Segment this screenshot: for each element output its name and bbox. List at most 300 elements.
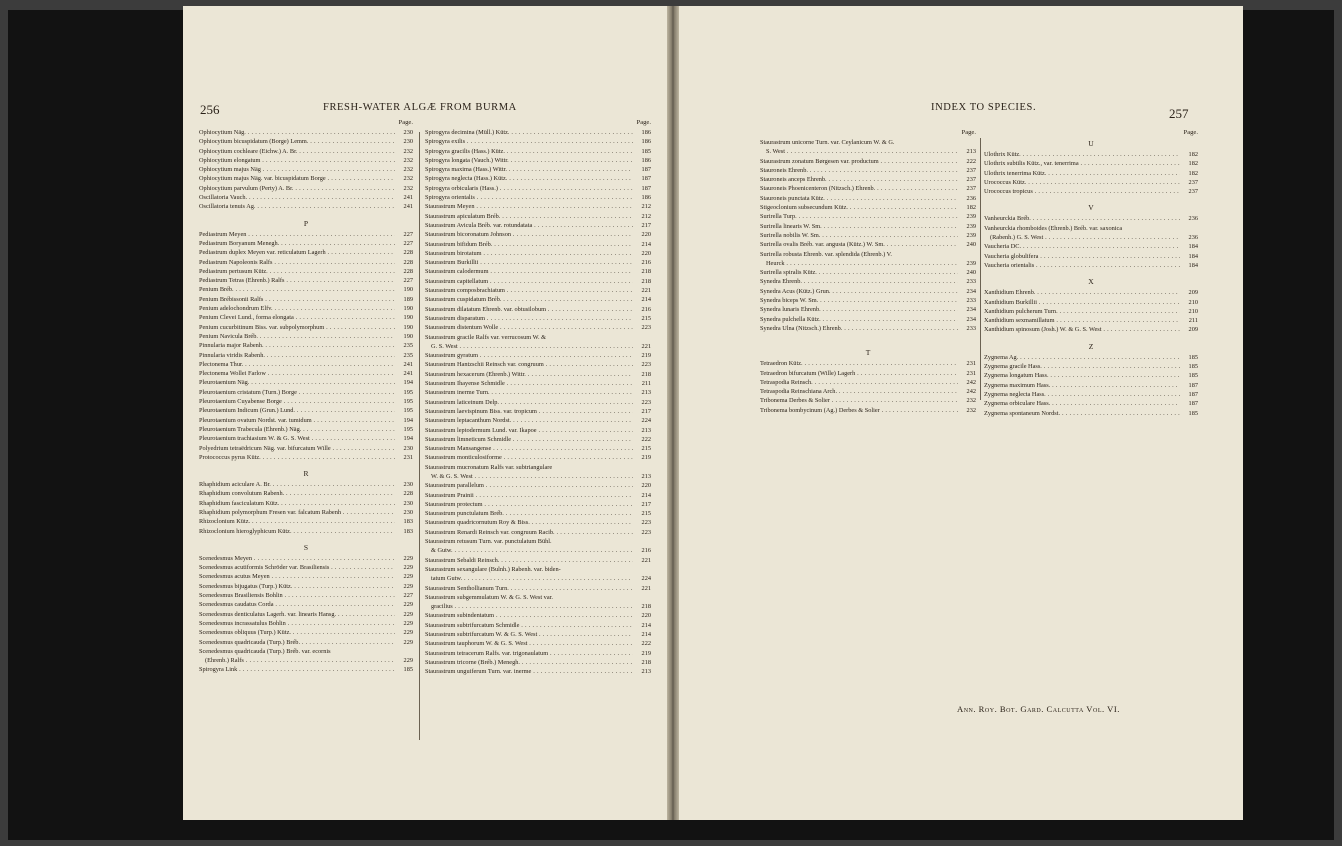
index-entry [199, 499, 413, 508]
entry-page: 219 [641, 649, 651, 657]
entry-text: Surirella Turp. . . . [760, 212, 958, 221]
index-entry [984, 298, 1198, 307]
index-entry [425, 649, 651, 658]
entry-text: Tetraspodia Reinsch. . . . [760, 378, 958, 387]
entry-text: Xanthidium spinosum (Josh.) W. & G. S. West . . . [984, 325, 1180, 334]
index-entry-continuation [425, 602, 651, 611]
entry-text: Staurastrum gyratum . . . [425, 351, 633, 360]
entry-page: 220 [641, 231, 651, 239]
index-entry [984, 353, 1198, 362]
entry-page: 182 [966, 204, 976, 212]
entry-text: Staurastrum Sebaldi Reinsch. . . . [425, 556, 633, 565]
entry-page: 209 [1188, 289, 1198, 297]
index-entry [425, 221, 651, 230]
entry-page: 232 [403, 147, 413, 155]
entry-text: Staurastrum birotatum . . . [425, 249, 633, 258]
entry-text: Zygnema neglecta Hass. . . . [984, 390, 1180, 399]
entry-text: Ophiocytium bicuspidatum (Borge) Lemm. . . . [199, 137, 395, 146]
index-entry [984, 159, 1198, 168]
entry-page: 237 [966, 166, 976, 174]
entry-page: 221 [641, 287, 651, 295]
index-entry [760, 175, 976, 184]
index-entry-wrapped: Scenedesmus quadricauda (Turp.) Bréb. var. ecornis [199, 647, 331, 655]
index-entry-wrapped: Staurastrum retusum Turn. var. punctulatum Bühl. [425, 538, 552, 546]
index-entry [425, 351, 651, 360]
entry-text: Staurastrum Prainii . . . [425, 491, 633, 500]
entry-page: 212 [641, 212, 651, 220]
entry-text: Penium Brébissonii Ralfs . . . [199, 295, 395, 304]
index-entry [199, 137, 413, 146]
entry-page: 241 [403, 370, 413, 378]
entry-text: Stauroneis Ehrenb. . . . [760, 166, 958, 175]
entry-page: 239 [966, 213, 976, 221]
entry-text: Rhaphidium convolutum Rabenh. . . . [199, 489, 395, 498]
entry-text: Scenedesmus acutiformis Schröder var. Brasiliensis . . . [199, 563, 395, 572]
entry-text: Staurastrum Renardi Reinsch var. congruum Racib. . . . [425, 528, 633, 537]
entry-text: Pleurotaenium Cuyabense Borge . . . [199, 397, 395, 406]
entry-text: Synedra lunaris Ehrenb. . . . [760, 305, 958, 314]
entry-page: 186 [641, 194, 651, 202]
index-entry [199, 313, 413, 322]
entry-page: 219 [641, 454, 651, 462]
entry-page: 213 [641, 389, 651, 397]
entry-text: Staurastrum calodermum . . . [425, 267, 633, 276]
entry-text: Surirella ovalis Bréb. var. angusta (Kütz.) W. Sm. . . . [760, 240, 958, 249]
index-entry [425, 379, 651, 388]
entry-page: 240 [966, 241, 976, 249]
entry-page: 230 [403, 481, 413, 489]
index-entry-continuation [984, 233, 1198, 242]
entry-page: 218 [641, 268, 651, 276]
index-entry [760, 378, 976, 387]
entry-page: 236 [966, 194, 976, 202]
entry-page: 229 [403, 619, 413, 627]
entry-text: Staurastrum zonatum Børgesen var. productum . . . [760, 157, 958, 166]
entry-text: Scenedesmus obliquus (Turp.) Kütz. . . . [199, 628, 395, 637]
index-entry [199, 248, 413, 257]
entry-page: 229 [403, 601, 413, 609]
index-entry [425, 630, 651, 639]
entry-page: 184 [1188, 243, 1198, 251]
entry-page: 231 [966, 369, 976, 377]
entries-v [984, 214, 1198, 270]
page-heading: Page. [1183, 129, 1198, 136]
index-entry [760, 268, 976, 277]
entry-text: Urococcus Kütz. . . . [984, 178, 1180, 187]
index-entry [760, 315, 976, 324]
entry-page: 237 [1188, 178, 1198, 186]
entry-text: Urococcus tropicus . . . [984, 187, 1180, 196]
entry-text: Synedra pulchella Kütz. . . . [760, 315, 958, 324]
index-entry [425, 491, 651, 500]
index-entry [425, 528, 651, 537]
entry-page: 185 [403, 666, 413, 674]
index-entry [199, 341, 413, 350]
entry-page: 187 [641, 166, 651, 174]
index-entry [199, 258, 413, 267]
entry-page: 215 [641, 510, 651, 518]
entry-text: (Ehrenb.) Ralfs . . . [205, 656, 395, 665]
entry-page: 187 [641, 175, 651, 183]
index-entry [425, 621, 651, 630]
entry-page: 214 [641, 491, 651, 499]
entry-text: Staurastrum bicoronatum Johnson . . . [425, 230, 633, 239]
index-entry [425, 639, 651, 648]
entry-text: Zygnema orbiculare Hass. . . . [984, 399, 1180, 408]
index-entry [199, 508, 413, 517]
entry-text: Tetraedron bifurcatum (Wille) Lagerh . . . [760, 369, 958, 378]
left-page-number: 256 [200, 102, 220, 117]
entry-text: Staurastrum tetracerum Ralfs. var. trigonaulatum . . . [425, 649, 633, 658]
entry-text: Polyedrium tetraëdricum Näg. var. bifurcatum Wille . . . [199, 444, 395, 453]
entry-page: 217 [641, 500, 651, 508]
entry-text: Scenedesmus quadricauda (Turp.) Bréb. . . . [199, 638, 395, 647]
entry-page: 229 [403, 564, 413, 572]
entry-text: Oscillatoria tenuis Ag. . . . [199, 202, 395, 211]
left-page [183, 6, 667, 820]
entry-page: 227 [403, 592, 413, 600]
index-entry [984, 252, 1198, 261]
index-entry [760, 157, 976, 166]
entry-text: Rhaphidium aciculare A. Br. . . . [199, 480, 395, 489]
entry-text: Ophiocytium parvulum (Perty) A. Br. . . . [199, 184, 395, 193]
index-entry-continuation [199, 656, 413, 665]
index-entry [984, 214, 1198, 223]
entry-text: Scenedesmus denticulatus Lagerh. var. linearis Hansg. . . . [199, 610, 395, 619]
entry-page: 194 [403, 379, 413, 387]
entry-page: 221 [641, 556, 651, 564]
entry-text: Spirogyra gracilis (Hass.) Kütz. . . . [425, 147, 633, 156]
index-entry-wrapped: Vanheurckia rhomboides (Ehrenb.) Bréb. var. saxonica [984, 224, 1123, 232]
entries-r [199, 480, 413, 536]
entry-text: Tribonema Derbes & Solier . . . [760, 396, 958, 405]
entry-text: & Gutw. . . . [431, 546, 633, 555]
entry-page: 241 [403, 203, 413, 211]
index-entry-continuation [425, 472, 651, 481]
entry-page: 211 [1188, 317, 1198, 325]
index-entry [199, 165, 413, 174]
entry-text: Ulothrix Kütz. . . . [984, 150, 1180, 159]
entry-page: 229 [403, 657, 413, 665]
entry-page: 217 [641, 407, 651, 415]
entry-page: 232 [403, 184, 413, 192]
entry-page: 187 [1188, 381, 1198, 389]
entry-page: 182 [1188, 160, 1198, 168]
entries-o [199, 128, 413, 212]
entry-page: 228 [403, 490, 413, 498]
index-entry [199, 489, 413, 498]
entry-text: Penium Clevei Lund., forma elongata . . . [199, 313, 395, 322]
entry-page: 186 [641, 156, 651, 164]
index-entry [984, 169, 1198, 178]
entry-text: Pediastrum Napoleonis Ralfs . . . [199, 258, 395, 267]
index-entry [760, 287, 976, 296]
index-entry [984, 399, 1198, 408]
index-entry [199, 128, 413, 137]
entry-text: Stauroneis punctata Kütz. . . . [760, 194, 958, 203]
entries-z [984, 353, 1198, 418]
index-entry [760, 240, 976, 249]
entry-text: Staurastrum Senthollianum Turn. . . . [425, 584, 633, 593]
entry-page: 190 [403, 305, 413, 313]
index-entry [425, 128, 651, 137]
entry-text: Surirella spiralis Kütz. . . . [760, 268, 958, 277]
entry-page: 195 [403, 407, 413, 415]
entry-page: 234 [966, 287, 976, 295]
entry-page: 227 [403, 277, 413, 285]
entry-text: Pinnularia viridis Rabenh. . . . [199, 351, 395, 360]
entry-page: 194 [403, 435, 413, 443]
entry-page: 218 [641, 603, 651, 611]
entry-page: 216 [641, 547, 651, 555]
index-entry [199, 527, 413, 536]
entry-text: Staurastrum laevispinum Biss. var. tropicum . . . [425, 407, 633, 416]
entry-page: 239 [966, 259, 976, 267]
entry-page: 241 [403, 360, 413, 368]
section-letter-z: Z [1088, 341, 1094, 351]
index-entry [199, 323, 413, 332]
entry-text: Scenedesmus acutus Meyen . . . [199, 572, 395, 581]
entry-page: 229 [403, 554, 413, 562]
index-entry [199, 416, 413, 425]
entry-page: 223 [641, 398, 651, 406]
index-entry [199, 638, 413, 647]
entry-text: Staurastrum limneticum Schmidle . . . [425, 435, 633, 444]
index-entry [425, 295, 651, 304]
entry-page: 231 [403, 453, 413, 461]
index-entry-continuation [760, 147, 976, 156]
entry-page: 215 [641, 445, 651, 453]
entry-text: Penium Navicula Bréb. . . . [199, 332, 395, 341]
entry-text: Vaucheria DC. . . . [984, 242, 1180, 251]
entry-text: S. West . . . [766, 147, 958, 156]
entry-text: Staurastrum disparatum . . . [425, 314, 633, 323]
column-divider [980, 138, 981, 400]
entry-page: 229 [403, 582, 413, 590]
entry-page: 214 [641, 296, 651, 304]
index-entry [199, 193, 413, 202]
entry-page: 195 [403, 388, 413, 396]
index-entry [760, 396, 976, 405]
index-entry [425, 230, 651, 239]
entry-text: Staurastrum subtrifurcatum W. & G. S. West . . . [425, 630, 633, 639]
entry-text: Ulothrix tenerrima Kütz. . . . [984, 169, 1180, 178]
index-entry [760, 305, 976, 314]
entry-text: Ophiocytium Näg. . . . [199, 128, 395, 137]
index-entry [199, 276, 413, 285]
index-entry [425, 481, 651, 490]
index-entry [984, 242, 1198, 251]
index-entry [984, 371, 1198, 380]
index-entry [425, 323, 651, 332]
index-entry [425, 240, 651, 249]
entry-page: 195 [403, 425, 413, 433]
entry-page: 189 [403, 295, 413, 303]
entry-text: Staurastrum hexacerum (Ehrenb.) Wittr. . . . [425, 370, 633, 379]
entry-page: 220 [641, 482, 651, 490]
entry-page: 229 [403, 610, 413, 618]
entries-t [760, 359, 976, 415]
entries-spirogyra-staurastrum [425, 128, 651, 677]
entries-x [984, 288, 1198, 334]
index-entry [425, 202, 651, 211]
entry-page: 230 [403, 508, 413, 516]
entry-page: 218 [641, 658, 651, 666]
index-entry [425, 444, 651, 453]
entry-text: Staurastrum protectum . . . [425, 500, 633, 509]
entry-page: 234 [966, 315, 976, 323]
entry-text: Ophiocytium majus Näg. var. bicuspidatum Borge . . . [199, 174, 395, 183]
index-entry [425, 193, 651, 202]
index-entry [425, 286, 651, 295]
entry-page: 223 [641, 528, 651, 536]
index-entry [199, 202, 413, 211]
index-entry [760, 324, 976, 333]
index-entry [425, 174, 651, 183]
index-entry [199, 563, 413, 572]
entry-text: Pleurotaenium trachiasium W. & G. S. West . . . [199, 434, 395, 443]
entry-page: 190 [403, 286, 413, 294]
entry-text: Staurastrum subtrifurcatum Schmidle . . . [425, 621, 633, 630]
index-entry [199, 406, 413, 415]
index-entry [199, 453, 413, 462]
index-entry [425, 611, 651, 620]
entry-page: 190 [403, 323, 413, 331]
entry-page: 227 [403, 239, 413, 247]
index-entry-wrapped: Staurastrum sexangulare (Bulnh.) Rabenh. var. biden- [425, 565, 561, 573]
entry-text: Pleurotaenium Indicum (Grun.) Lund. . . . [199, 406, 395, 415]
entry-text: Stauroneis anceps Ehrenb. . . . [760, 175, 958, 184]
entry-page: 223 [641, 324, 651, 332]
entry-page: 195 [403, 398, 413, 406]
right-running-header: INDEX TO SPECIES. [931, 102, 1037, 113]
entry-text: Staurastrum Avicula Bréb. var. rotundatata . . . [425, 221, 633, 230]
entry-page: 232 [403, 175, 413, 183]
index-entry [199, 600, 413, 609]
entry-page: 217 [641, 221, 651, 229]
index-entry [425, 556, 651, 565]
entry-text: Rhaphidium fasciculatum Kütz. . . . [199, 499, 395, 508]
entry-text: Zygnema spontaneum Nordst. . . . [984, 409, 1180, 418]
index-entry [199, 351, 413, 360]
index-entry-continuation [425, 546, 651, 555]
entry-text: Surirella linearis W. Sm. . . . [760, 222, 958, 231]
entry-text: Scenedesmus Meyen . . . [199, 554, 395, 563]
entry-text: Staurastrum Hantzschii Reinsch var. congruum . . . [425, 360, 633, 369]
index-entry [425, 165, 651, 174]
entry-page: 215 [641, 314, 651, 322]
entry-text: Synedra biceps W. Sm. . . . [760, 296, 958, 305]
entry-text: Staurastrum bifidum Bréb. . . . [425, 240, 633, 249]
entry-page: 216 [641, 259, 651, 267]
entry-page: 222 [641, 640, 651, 648]
entry-page: 222 [641, 435, 651, 443]
entry-page: 214 [641, 240, 651, 248]
index-entry [425, 658, 651, 667]
entry-page: 213 [641, 668, 651, 676]
index-entry [199, 369, 413, 378]
entry-text: Zygnema maximum Hass. . . . [984, 381, 1180, 390]
index-entry [199, 397, 413, 406]
index-entry [199, 434, 413, 443]
index-entry [199, 147, 413, 156]
entry-page: 235 [403, 351, 413, 359]
entries-p [199, 230, 413, 462]
index-entry [760, 369, 976, 378]
entry-text: Staurastrum quadricornutum Roy & Biss. . . . [425, 518, 633, 527]
entry-page: 194 [403, 416, 413, 424]
entry-page: 230 [403, 499, 413, 507]
entry-text: Staurastrum composbrachiatum . . . [425, 286, 633, 295]
entry-text: Synedra Ulna (Nitzsch.) Ehrenb. . . . [760, 324, 958, 333]
index-entry [760, 194, 976, 203]
entry-page: 218 [641, 277, 651, 285]
index-entry [425, 147, 651, 156]
entry-text: Spirogyra orientalis . . . [425, 193, 633, 202]
entry-page: 220 [641, 612, 651, 620]
index-entry [425, 518, 651, 527]
index-entry [425, 156, 651, 165]
index-entry [425, 407, 651, 416]
entry-text: Spirogyra exilis . . . [425, 137, 633, 146]
index-entry [425, 509, 651, 518]
entry-page: 190 [403, 332, 413, 340]
entry-page: 230 [403, 138, 413, 146]
entry-page: 233 [966, 324, 976, 332]
entry-page: 213 [966, 148, 976, 156]
entry-page: 186 [641, 138, 651, 146]
entry-text: Spirogyra longata (Vauch.) Wittr. . . . [425, 156, 633, 165]
entry-page: 183 [403, 527, 413, 535]
index-entry [984, 362, 1198, 371]
index-entry [199, 304, 413, 313]
entry-text: Staurastrum tauphorum W. & G. S. West . . . [425, 639, 633, 648]
entry-page: 237 [966, 176, 976, 184]
entry-text: Xanthidium pulcherum Turn. . . . [984, 307, 1180, 316]
section-letter-u: U [1088, 139, 1094, 148]
index-entry [760, 212, 976, 221]
index-entry [425, 500, 651, 509]
entry-text: Pinnularia major Rabenh. . . . [199, 341, 395, 350]
index-entry [425, 398, 651, 407]
entry-page: 228 [403, 258, 413, 266]
entry-text: Staurastrum Ihayense Schmidle . . . [425, 379, 633, 388]
index-entry-wrapped: Staurastrum subgemmulatum W. & G. S. West var. [425, 593, 553, 601]
index-entry [425, 435, 651, 444]
entry-page: 185 [641, 147, 651, 155]
entry-text: (Rabenh.) G. S. West . . . [990, 233, 1180, 242]
section-letter-t: T [865, 348, 871, 358]
entry-page: 216 [641, 305, 651, 313]
entry-page: 221 [641, 584, 651, 592]
section-letter-p: P [303, 218, 309, 228]
entry-text: Staurastrum inerme Turn. . . . [425, 388, 633, 397]
entry-page: 185 [1188, 353, 1198, 361]
index-entry [425, 388, 651, 397]
entries-s [199, 554, 413, 675]
entry-page: 239 [966, 222, 976, 230]
index-entry [425, 249, 651, 258]
entry-text: Staurastrum punctulatum Bréb. . . . [425, 509, 633, 518]
entry-text: tatum Gutw. . . . [431, 574, 633, 583]
entry-text: gracilius . . . [431, 602, 633, 611]
entry-page: 184 [1188, 252, 1198, 260]
entry-text: Ophiocytium elongatum . . . [199, 156, 395, 165]
entry-page: 240 [966, 269, 976, 277]
index-entry [760, 387, 976, 396]
index-entry [984, 409, 1198, 418]
entry-page: 190 [403, 314, 413, 322]
